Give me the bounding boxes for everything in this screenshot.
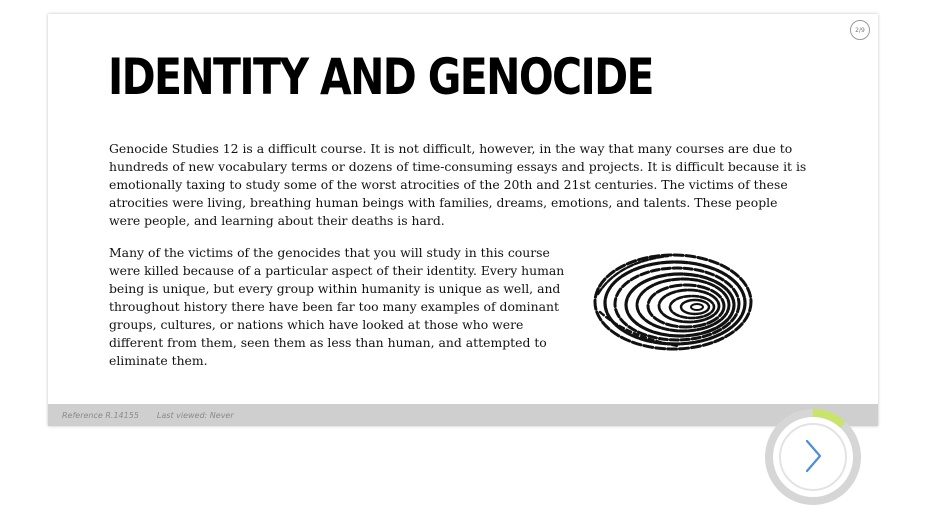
next-button[interactable] (764, 408, 862, 506)
intro-paragraph: Genocide Studies 12 is a difficult course. It is not difficult, however, in the way that many courses are due to hundreds of new vocabulary terms or dozens of time-consuming essays and projects. It is difficult because it is emotionally taxing to study some of the worst atrocities of the 20th and 21st centuries. The victims of these atrocities were living, breathing human beings with families, dreams, emotions, and talents. These people were people, and learning about their deaths is hard. (109, 141, 807, 228)
page-indicator: 2/9 (850, 20, 870, 40)
last-viewed-label: Last viewed: Never (156, 410, 234, 420)
slide-title: IDENTITY AND GENOCIDE (108, 48, 653, 106)
identity-paragraph: Many of the victims of the genocides that you will study in this course were killed because of a particular aspect of their identity. Every human being is unique, but every group within humanity is unique as well, and throughout history there have been far too many examples of dominant groups, cultures, or nations which have looked at those who were different from them, seen them as less than human, and attempted to eliminate them. (109, 245, 565, 368)
inner-ring (780, 424, 846, 490)
footer-bar (48, 404, 878, 426)
reference-label: Reference R.14155 (62, 410, 139, 420)
fingerprint-icon (588, 242, 758, 362)
fingerprint-image (588, 242, 758, 362)
slide-card (48, 14, 878, 426)
